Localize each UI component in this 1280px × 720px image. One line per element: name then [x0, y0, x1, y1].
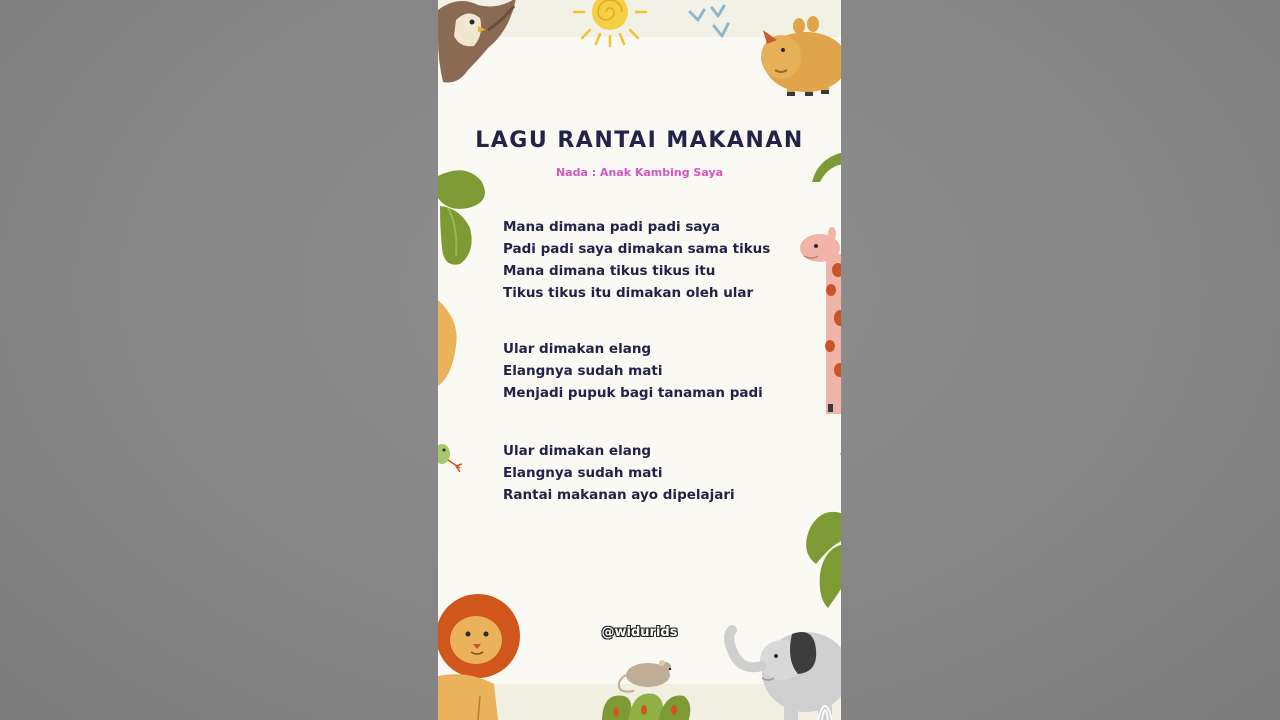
giraffe-icon	[798, 228, 841, 414]
lyric-line: Tikus tikus itu dimakan oleh ular	[503, 285, 754, 301]
lyric-line: Menjadi pupuk bagi tanaman padi	[503, 385, 763, 401]
verse-3	[503, 440, 803, 506]
lion-icon	[438, 592, 528, 720]
lyrics-card	[438, 0, 841, 720]
sun-icon	[570, 0, 650, 52]
lyric-line: Mana dimana tikus tikus itu	[503, 263, 716, 279]
lyric-line: Padi padi saya dimakan sama tikus	[503, 241, 771, 257]
plant-icon	[598, 686, 694, 720]
lyric-line: Mana dimana padi padi saya	[503, 219, 721, 235]
lyric-line: Elangnya sudah mati	[503, 465, 663, 481]
verse-2	[503, 338, 803, 404]
plant-icon-right	[804, 444, 841, 614]
lyric-line: Elangnya sudah mati	[503, 363, 663, 379]
lyric-line: Ular dimakan elang	[503, 443, 652, 459]
leaf-icon	[438, 168, 490, 268]
snake-icon	[438, 440, 464, 474]
song-title: LAGU RANTAI MAKANAN	[475, 128, 804, 153]
lyric-line: Ular dimakan elang	[503, 341, 652, 357]
song-subtitle: Nada : Anak Kambing Saya	[555, 166, 724, 179]
verse-1	[503, 216, 803, 304]
birds-icon	[688, 4, 734, 40]
rhino-icon	[761, 12, 841, 98]
lyric-line: Rantai makanan ayo dipelajari	[503, 487, 735, 503]
eagle-icon	[438, 0, 518, 90]
lion-tail-icon	[438, 300, 458, 386]
creator-handle: @widurids	[601, 625, 678, 640]
